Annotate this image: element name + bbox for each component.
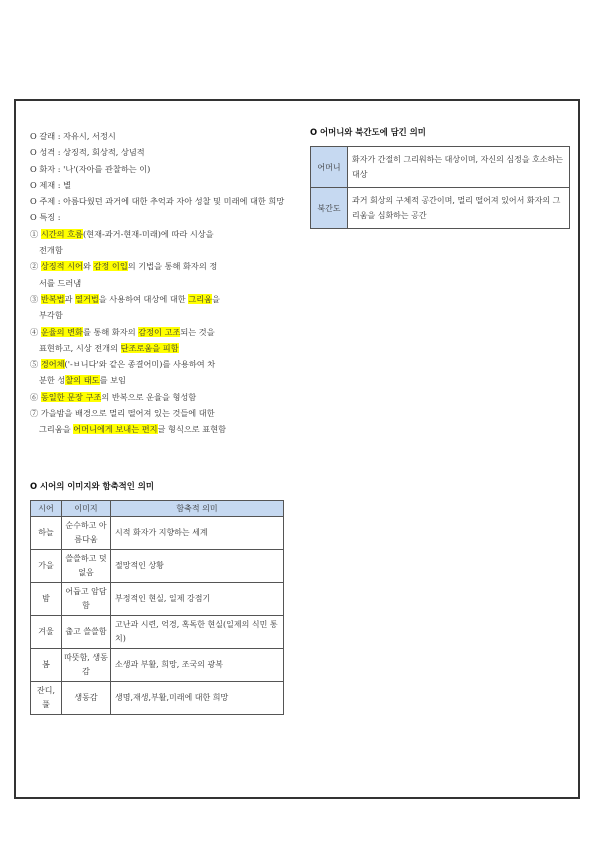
summary-character: O 성격 : 상징적, 회상적, 상념적 [30, 147, 145, 158]
row-head: 어머니 [311, 147, 348, 188]
feature-item-4: ④ 운율의 변화를 통해 화자의 감정이 고조되는 것을 표현하고, 시상 전개의 단조로움을 피함 [30, 326, 215, 353]
summary-block [30, 128, 286, 438]
feature-item-1: ① 시간의 흐름(현재-과거-현재-미래)에 따라 시상을 전개함 [30, 228, 214, 256]
table-row [311, 147, 570, 188]
summary-features-label: O 특징 : [30, 212, 61, 223]
feature-item-7: ⑦ 가을밤을 배경으로 멀리 떨어져 있는 것들에 대한 그리움을 어머니에게 보내는 편지글 형식으로 표현함 [30, 408, 227, 435]
summary-theme: O 주제 : 아름다웠던 과거에 대한 추억과 자아 성찰 및 미래에 대한 희망 [30, 196, 285, 207]
highlight: 어머니에게 보내는 편지 [73, 424, 158, 435]
feature-item-3: ③ 반복법과 열거법을 사용하여 대상에 대한 그리움을 부각함 [30, 293, 220, 321]
highlight: 단조로움을 피함 [120, 342, 179, 353]
highlight: 감정이 고조 [138, 326, 181, 337]
highlight: 시간의 흐름 [40, 228, 83, 239]
feature-item-2: ② 상징적 시어와 감정 이입의 기법을 통해 화자의 정 서를 드러냄 [30, 261, 218, 288]
highlight: 경어체 [40, 359, 65, 370]
table-row: 잔디, 풀 생동감 생명,재생,부활,미래에 대한 희망 [31, 682, 284, 715]
table-row: 가을 쓸쓸하고 덧없음 절망적인 상황 [31, 550, 284, 583]
highlight: 그리움 [188, 293, 213, 304]
col-header: 함축적 의미 [111, 501, 284, 517]
col-header: 이미지 [62, 501, 111, 517]
poetic-word-table [30, 500, 284, 715]
summary-speaker: O 화자 : '나'(자아를 관찰하는 이) [30, 163, 151, 174]
mother-section-title: O 어머니와 북간도에 담긴 의미 [310, 127, 426, 137]
table-row: 밤 어둡고 암담함 부정적인 현실, 일제 강점기 [31, 583, 284, 616]
table-header-row [31, 501, 284, 517]
feature-item-5: ⑤ 경어체('-ㅂ니다'와 같은 종결어미)를 사용하여 차 분한 성찰의 태도를 보임 [30, 359, 216, 386]
table-row [311, 188, 570, 229]
highlight: 열거법 [75, 293, 99, 304]
highlight: 운율의 변화 [40, 326, 83, 337]
image-section-title: O 시어의 이미지와 함축적인 의미 [30, 481, 154, 491]
row-head: 북간도 [311, 188, 348, 229]
highlight: 동일한 문장 구조 [40, 391, 102, 402]
highlight: 반복법 [40, 293, 65, 304]
highlight: 상징적 시어 [40, 261, 83, 272]
feature-item-6: ⑥ 동일한 문장 구조의 반복으로 운율을 형성함 [30, 391, 197, 402]
summary-genre: O 갈래 : 자유시, 서정시 [30, 131, 116, 141]
col-header: 시어 [31, 501, 62, 517]
highlight: 감정 이입 [93, 261, 128, 272]
row-desc: 과거 회상의 구체적 공간이며, 멀리 떨어져 있어서 화자의 그리움을 심화하는 공간 [348, 188, 570, 229]
table-row: 하늘 순수하고 아름다움 시적 화자가 지향하는 세계 [31, 517, 284, 550]
highlight: 찰의 태도 [65, 375, 100, 386]
table-row: 겨울 춥고 쓸쓸함 고난과 시련, 억경, 혹독한 현실(일제의 식민 통치) [31, 616, 284, 649]
row-desc: 화자가 간절히 그리워하는 대상이며, 자신의 심정을 호소하는 대상 [348, 147, 570, 188]
mother-meaning-table [310, 146, 570, 229]
summary-subject: O 제재 : 별 [30, 179, 72, 190]
table-row: 봄 따뜻함, 생동감 소생과 부활, 희망, 조국의 광복 [31, 649, 284, 682]
